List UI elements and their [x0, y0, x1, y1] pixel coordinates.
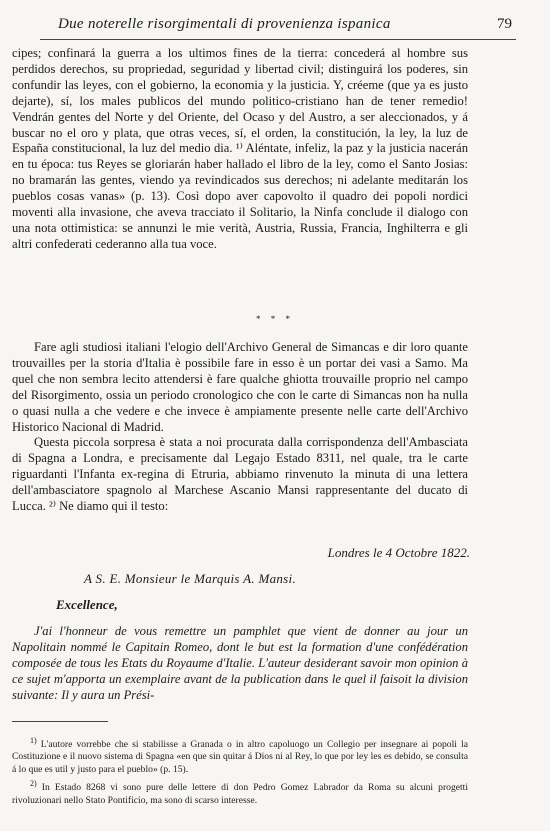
- letter-date: Londres le 4 Octobre 1822.: [327, 545, 470, 560]
- paragraph-continuation: [12, 46, 468, 253]
- footnote-rule: [12, 721, 108, 722]
- letter-address: A S. E. Monsieur le Marquis A. Mansi.: [84, 571, 296, 586]
- footnote-1-text: L'autore vorrebbe che si stabilisse a Granada o in altro capoluogo un Collegio per insegnare ai popoli la Costituzione e il nuovo sistema di Spagna «en que sin quitar á Dios ni al Rey, lo que por ley les es debido, se consulta á lo que es util y justo para el pueblo» (p. 15).: [12, 739, 468, 775]
- header-rule: [40, 39, 516, 40]
- footnotes: [12, 735, 468, 809]
- page-number: 79: [497, 16, 512, 32]
- footnote-2: [12, 778, 468, 807]
- paragraph-3: Questa piccola sorpresa è stata a noi procurata dalla corrispondenza dell'Ambasciata di Spagna a Londra, e precisamente dal Legajo Estado 8311, nel quale, tra le carte riguardanti l'Infanta ex-regina di Etruria, abbiamo rinvenuto la minuta di una lettera dell'ambasciatore spagnolo al Marchese Ascanio Mansi rappresentante del ducato di Lucca. ²⁾ Ne diamo qui il testo:: [12, 435, 468, 514]
- letter-body: [12, 624, 468, 704]
- running-header: [40, 14, 516, 36]
- footnote-2-text: In Estado 8268 vi sono pure delle lettere di don Pedro Gomez Labrador da Roma su alcuni progetti rivoluzionari nello Stato Pontificio, ma sono di scarso interesse.: [12, 782, 468, 806]
- footnote-1-mark: 1): [30, 736, 37, 745]
- paragraph-1: cipes; confinará la guerra a los ultimos fines de la tierra: concederá al hombre sus perdidos derechos, su propriedad, seguridad y libertad civil; distinguirá los poderes, sin confundir las leyes, con el gobierno, la economia y la justicia. Y, créeme (que ya es justo dejarte), sí, los males publicos del mundo politico-cristiano han de tener remedio! Vendrán gentes del Norte y del Oriente, del Ocaso y del Austro, a ser aleccionados, y á buscar no el oro y plata, que otras veces, sí, el orden, la constitución, la ley, la luz de España constitucional, la luz del medio dia. ¹⁾ Aléntate, infeliz, la paz y la justicia nacerán en tu época: tus Reyes se gloriarán haber hallado el libro de la ley, como el Santo Josias: no bramarán las gentes, viendo ya revindicados sus derechos; ni adelante meditarán los pueblos cosas vanas» (p. 13). Così dopo aver capovolto il quadro dei popoli nordici moventi alla invasione, che aveva tracciato il Solitario, la Ninfa conclude il dialogo con una nota ottimistica: se annunzi le mie verità, Austria, Russia, Francia, Inghilterra e gli altri confederati cederanno alla tua voce.: [12, 46, 468, 251]
- main-body: [12, 340, 468, 515]
- letter-salutation: Excellence,: [56, 597, 118, 612]
- running-title: Due noterelle risorgimentali di provenienza ispanica: [58, 16, 391, 32]
- letter-text: J'ai l'honneur de vous remettre un pamphlet que vient de donner au jour un Napolitain nommé le Capitain Romeo, dont le but est la formation d'une confédération composée de tous les Etats du Royaume d'Italie. L'auteur desiderant savoir mon opinion à ce sujet m'apporta un exemplaire avant de la publication dans le quel il faisoit la division suivante: Il y aura un Prési-: [12, 624, 468, 702]
- footnote-2-mark: 2): [30, 779, 37, 789]
- footnote-1: [12, 735, 468, 776]
- section-separator: * * *: [256, 314, 294, 324]
- paragraph-2: Fare agli studiosi italiani l'elogio dell'Archivo General de Simancas e dir loro quante trouvailles per la storia d'Italia è possibile fare in esso è un portar dei vasi a Samo. Ma quel che non sembra lecito attendersi è fare qualche ghiotta trouvaille proprio nel campo del Risorgimento, ossia un periodo cronologico che con le carte di Simancas non ha nulla o quasi nulla a che vedere e che invece è ampiamente presente nelle carte dell'Archivo Historico Nacional di Madrid.: [12, 340, 468, 434]
